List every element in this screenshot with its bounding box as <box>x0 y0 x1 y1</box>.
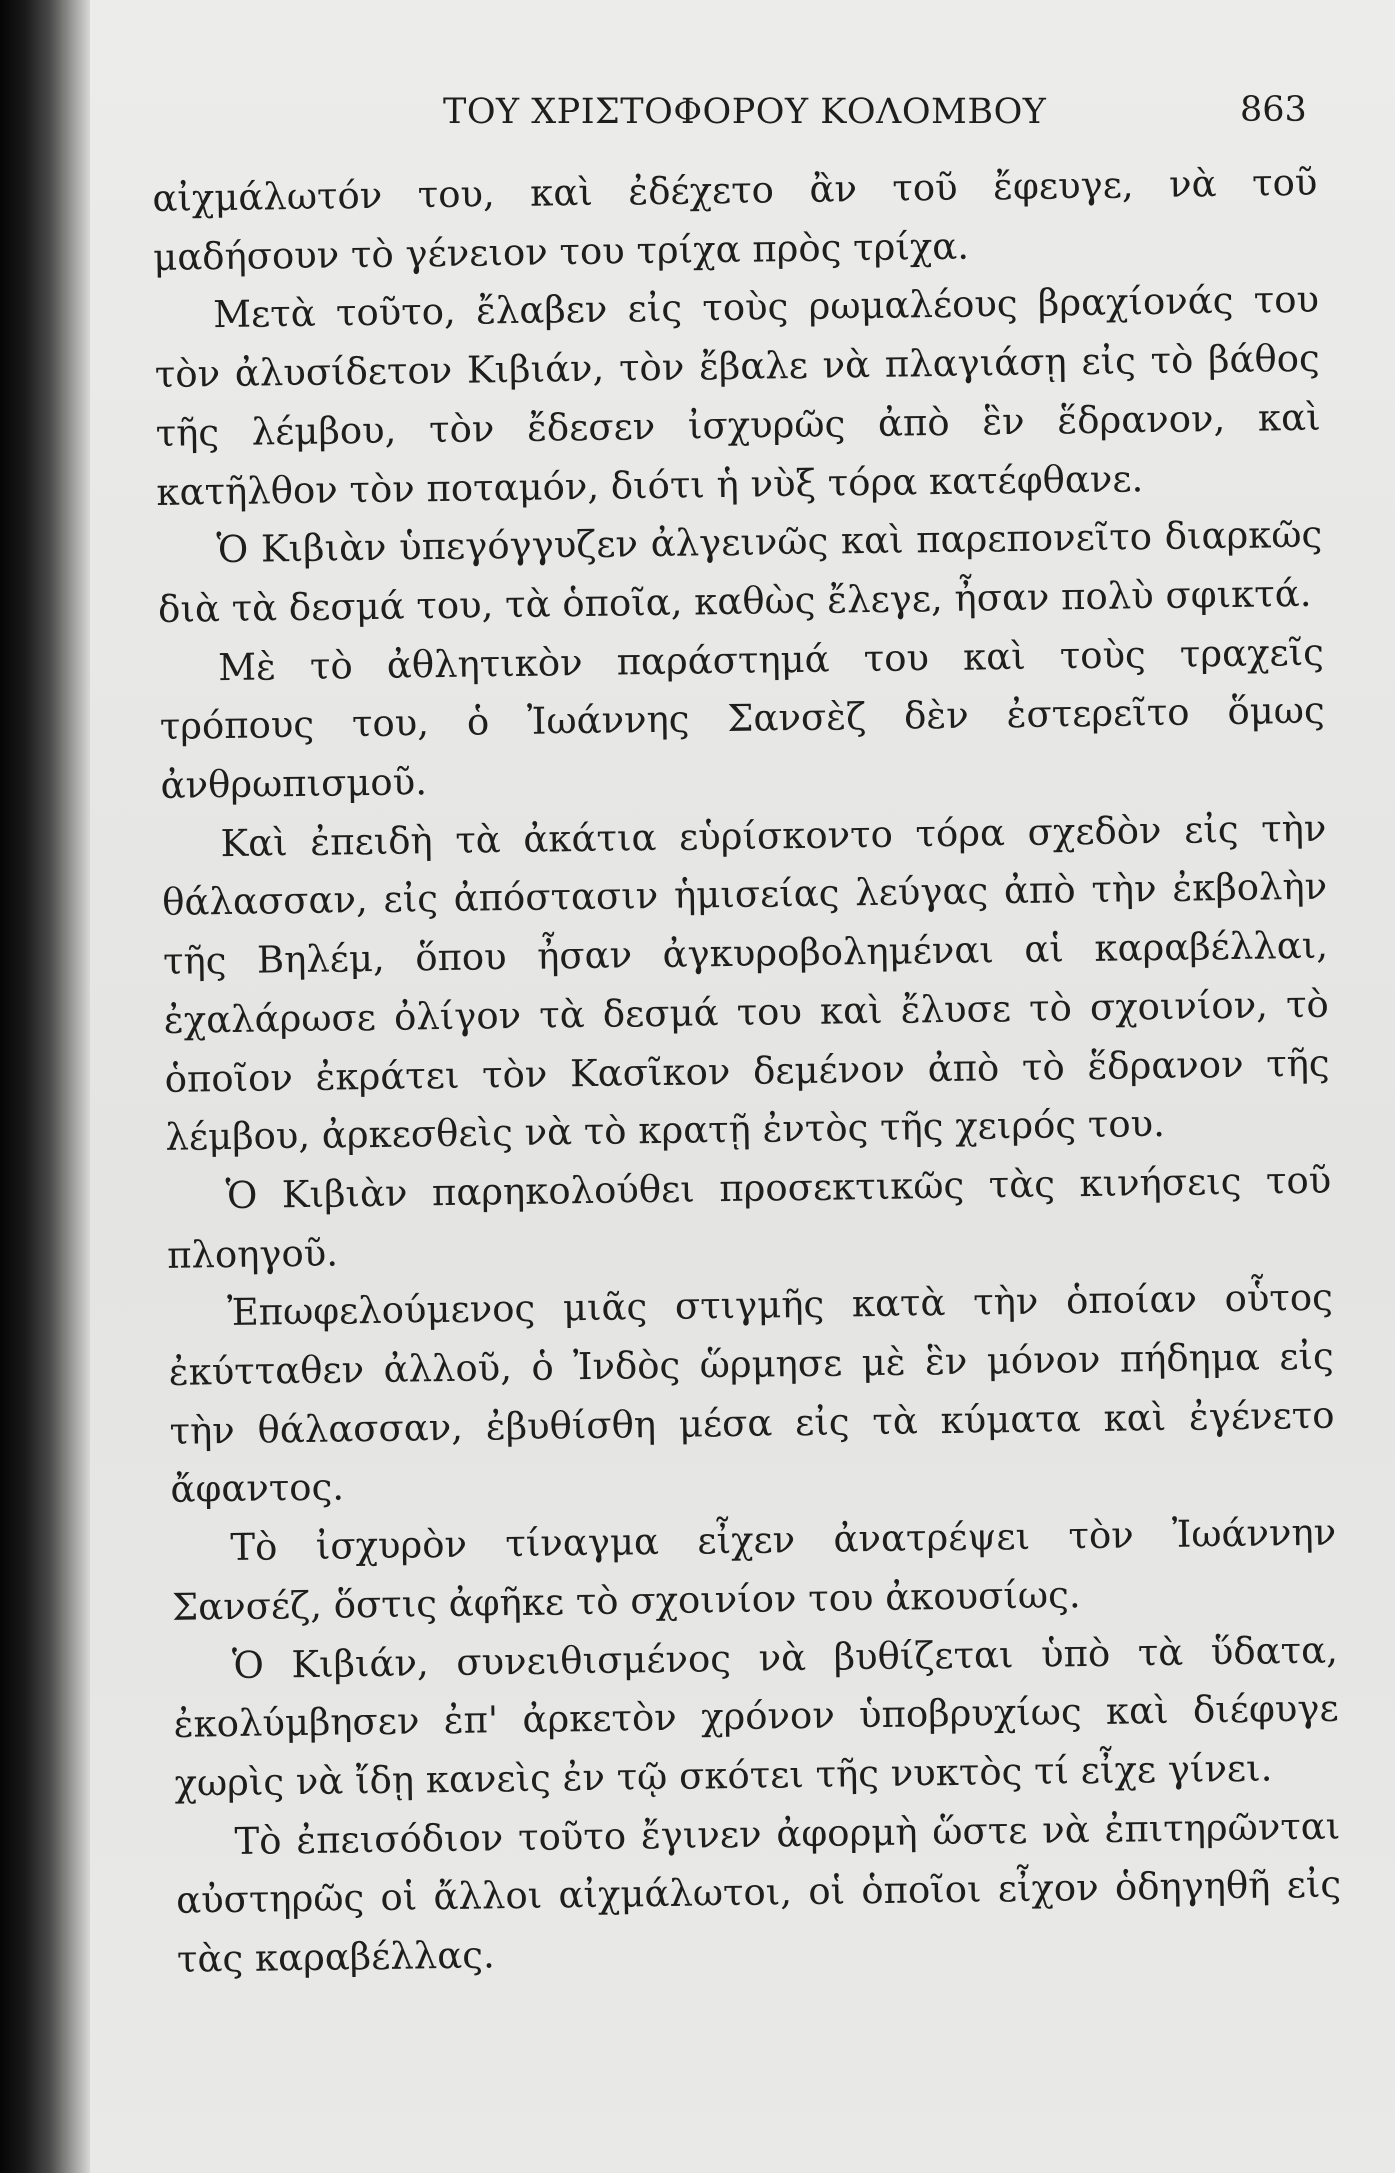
running-title: ΤΟΥ ΧΡΙΣΤΟΦΟΡΟΥ ΚΟΛΟΜΒΟΥ <box>443 92 1047 132</box>
body-text <box>152 154 1342 1990</box>
paragraph: Ἐπωφελούμενος μιᾶς στιγμῆς κατὰ τὴν ὁποίαν οὗτος ἐκύτταθεν ἀλλοῦ, ὁ Ἰνδὸς ὥρμησε μὲ ἓν μόνον πήδημα εἰς τὴν θάλασσαν, ἐβυθίσθη μέσα εἰς τὰ κύματα καὶ ἐγένετο ἄφαντος. <box>168 1275 1335 1512</box>
book-page <box>90 0 1395 2173</box>
paragraph: Μετὰ τοῦτο, ἔλαβεν εἰς τοὺς ρωμαλέους βραχίονάς του τὸν ἀλυσίδετον Κιβιάν, τὸν ἔβαλε νὰ πλαγιάσῃ εἰς τὸ βάθος τῆς λέμβου, τὸν ἔδεσεν ἰσχυρῶς ἀπὸ ἓν ἕδρανον, καὶ κατῆλθον τὸν ποταμόν, διότι ἡ νὺξ τόρα κατέφθανε. <box>154 278 1321 514</box>
paragraph: Τὸ ἰσχυρὸν τίναγμα εἶχεν ἀνατρέψει τὸν Ἰωάννην Σανσέζ, ὅστις ἀφῆκε τὸ σχοινίον του ἀκουσίως. <box>171 1510 1337 1629</box>
paragraph: αἰχμάλωτόν του, καὶ ἐδέχετο ἂν τοῦ ἔφευγε, νὰ τοῦ μαδήσουν τὸ γένειον του τρίχα πρὸς τρίχα. <box>152 160 1318 279</box>
paragraph: Ὁ Κιβιὰν ὑπεγόγγυζεν ἀλγεινῶς καὶ παρεπονεῖτο διαρκῶς διὰ τὰ δεσμά του, τὰ ὁποῖα, καθὼς ἔλεγε, ἦσαν πολὺ σφικτά. <box>157 512 1323 631</box>
paragraph: Τὸ ἐπεισόδιον τοῦτο ἔγινεν ἀφορμὴ ὥστε νὰ ἐπιτηρῶνται αὐστηρῶς οἱ ἄλλοι αἰχμάλωτοι, οἱ ὁποῖοι εἶχον ὁδηγηθῆ εἰς τὰς καραβέλλας. <box>175 1804 1342 1981</box>
paragraph: Μὲ τὸ ἀθλητικὸν παράστημά του καὶ τοὺς τραχεῖς τρόπους του, ὁ Ἰωάννης Σανσὲζ δὲν ἐστερεῖτο ὅμως ἀνθρωπισμοῦ. <box>159 630 1325 807</box>
paragraph: Ὁ Κιβιάν, συνειθισμένος νὰ βυθίζεται ὑπὸ τὰ ὕδατα, ἐκολύμβησεν ἐπ' ἀρκετὸν χρόνον ὑποβρυχίως καὶ διέφυγε χωρὶς νὰ ἴδῃ κανεὶς ἐν τῷ σκότει τῆς νυκτὸς τί εἶχε γίνει. <box>173 1628 1339 1805</box>
paragraph: Καὶ ἐπειδὴ τὰ ἀκάτια εὑρίσκοντο τόρα σχεδὸν εἰς τὴν θάλασσαν, εἰς ἀπόστασιν ἡμισείας λεύγας ἀπὸ τὴν ἐκβολὴν τῆς Βηλέμ, ὅπου ἦσαν ἀγκυροβολημέναι αἱ καραβέλλαι, ἐχαλάρωσε ὀλίγον τὰ δεσμά του καὶ ἔλυσε τὸ σχοινίον, τὸ ὁποῖον ἐκράτει τὸν Κασῖκον δεμένον ἀπὸ τὸ ἕδρανον τῆς λέμβου, ἀρκεσθεὶς νὰ τὸ κρατῇ ἐντὸς τῆς χειρός του. <box>161 806 1330 1160</box>
page-header <box>90 92 1395 142</box>
paragraph: Ὁ Κιβιὰν παρηκολούθει προσεκτικῶς τὰς κινήσεις τοῦ πλοηγοῦ. <box>166 1158 1332 1277</box>
book-spine-shadow <box>0 0 90 2173</box>
page-number: 863 <box>1240 90 1307 130</box>
